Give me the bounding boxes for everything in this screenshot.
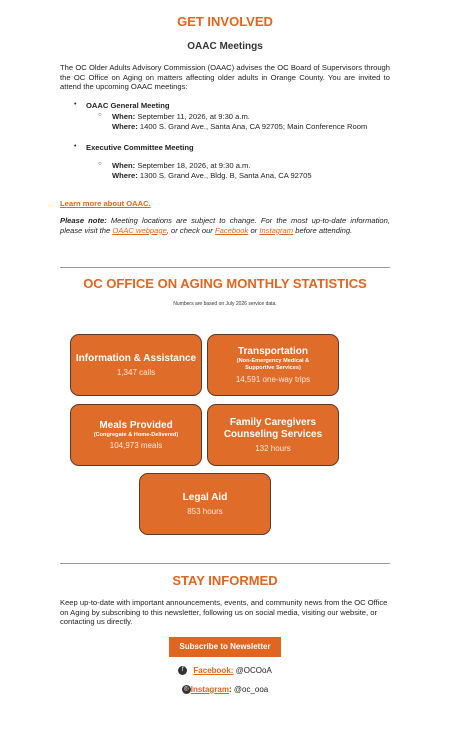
statistics-heading: OC OFFICE ON AGING MONTHLY STATISTICS — [83, 276, 367, 291]
stat-card-value: 853 hours — [187, 507, 223, 516]
instagram-handle: @oc_ooa — [233, 685, 269, 694]
meeting-where: 1400 S. Grand Ave., Santa Ana, CA 92705; Main Conference Room — [139, 121, 368, 131]
stat-card-value: 1,347 calls — [116, 368, 156, 377]
stat-card-value: 14,591 one-way trips — [235, 374, 311, 384]
facebook-social-link[interactable]: Facebook: — [193, 666, 234, 675]
meeting-title: OAAC General Meeting — [86, 101, 170, 110]
instagram-link[interactable]: Instagram — [259, 225, 294, 235]
stay-informed-text: Keep up-to-date with important announcements, events, and community news from the OC Office on Aging by subscribing to this newsletter, following us on social media, visiting our website, or contacting us directly. — [60, 598, 388, 627]
stat-card-information-assistance — [70, 334, 202, 396]
learn-more-oaac-link[interactable]: Learn more about OAAC. — [60, 199, 151, 208]
meeting-when: September 18, 2026, at 9:30 a.m. — [137, 161, 251, 171]
meeting-note: Please note: Meeting locations are subject to change. For the most up-to-date information, please visit the OAAC webpage, or check our Facebook or Instagram before attending. — [60, 216, 390, 235]
stat-card-title: Information & Assistance — [75, 353, 197, 364]
oaac-meetings-subheading: OAAC Meetings — [187, 41, 263, 52]
stat-card-family-caregivers — [207, 404, 339, 466]
meeting-list — [74, 101, 394, 180]
section-divider — [60, 563, 390, 564]
meeting-item: • Executive Committee Meeting ○ When: September 18, 2026, at 9:30 a.m. Where: 1300 S. Grand Ave., Bldg. B, Santa Ana, CA 92705 — [74, 143, 394, 180]
facebook-icon: f — [178, 666, 187, 675]
meeting-item: • OAAC General Meeting ○ When: September 11, 2026, at 9:30 a.m. Where: 1400 S. Grand Ave., Santa Ana, CA 92705; Main Conference Room — [74, 101, 394, 131]
meeting-when: September 11, 2026, at 9:30 a.m. — [137, 112, 250, 121]
stat-card-legal-aid — [139, 473, 271, 535]
stat-card-subtitle: (Non-Emergency Medical & Supportive Services) — [236, 358, 310, 371]
instagram-icon: ◎ — [183, 686, 189, 693]
stat-card-title: Transportation — [237, 346, 308, 358]
oaac-webpage-link[interactable]: OAAC webpage — [112, 225, 167, 235]
instagram-social-link[interactable]: Instagram — [190, 685, 229, 694]
stat-card-value: 132 hours — [255, 444, 291, 453]
stat-card-meals-provided — [70, 404, 202, 466]
subscribe-newsletter-button[interactable]: Subscribe to Newsletter — [169, 637, 281, 657]
stat-card-title: Meals Provided — [99, 419, 173, 431]
stat-card-subtitle: (Congregate & Home-Delivered) — [93, 431, 179, 438]
meeting-title: Executive Committee Meeting — [86, 143, 194, 153]
oaac-intro: The OC Older Adults Advisory Commission (OAAC) advises the OC Board of Supervisors through the OC Office on Aging on matters affecting older adults in Orange County. You are invited to attend the upcoming OAAC meetings: — [60, 63, 390, 92]
facebook-link[interactable]: Facebook — [214, 225, 249, 235]
section-divider — [60, 267, 390, 268]
stat-card-title: Legal Aid — [182, 492, 228, 503]
facebook-row — [0, 666, 450, 675]
meeting-where: 1300 S. Grand Ave., Bldg. B, Santa Ana, CA 92705 — [139, 170, 312, 180]
stat-card-value: 104,973 meals — [109, 441, 163, 451]
get-involved-heading: GET INVOLVED — [177, 14, 273, 29]
statistics-caption: Numbers are based on July 2026 service data. — [173, 301, 277, 307]
stat-card-title: Family Caregivers Counseling Services — [223, 417, 323, 440]
stay-informed-heading: STAY INFORMED — [172, 573, 278, 588]
facebook-handle: @OCOoA — [235, 666, 272, 675]
stat-card-transportation — [207, 334, 339, 396]
instagram-row: ◎ Instagram: @oc_ooa — [183, 685, 269, 694]
